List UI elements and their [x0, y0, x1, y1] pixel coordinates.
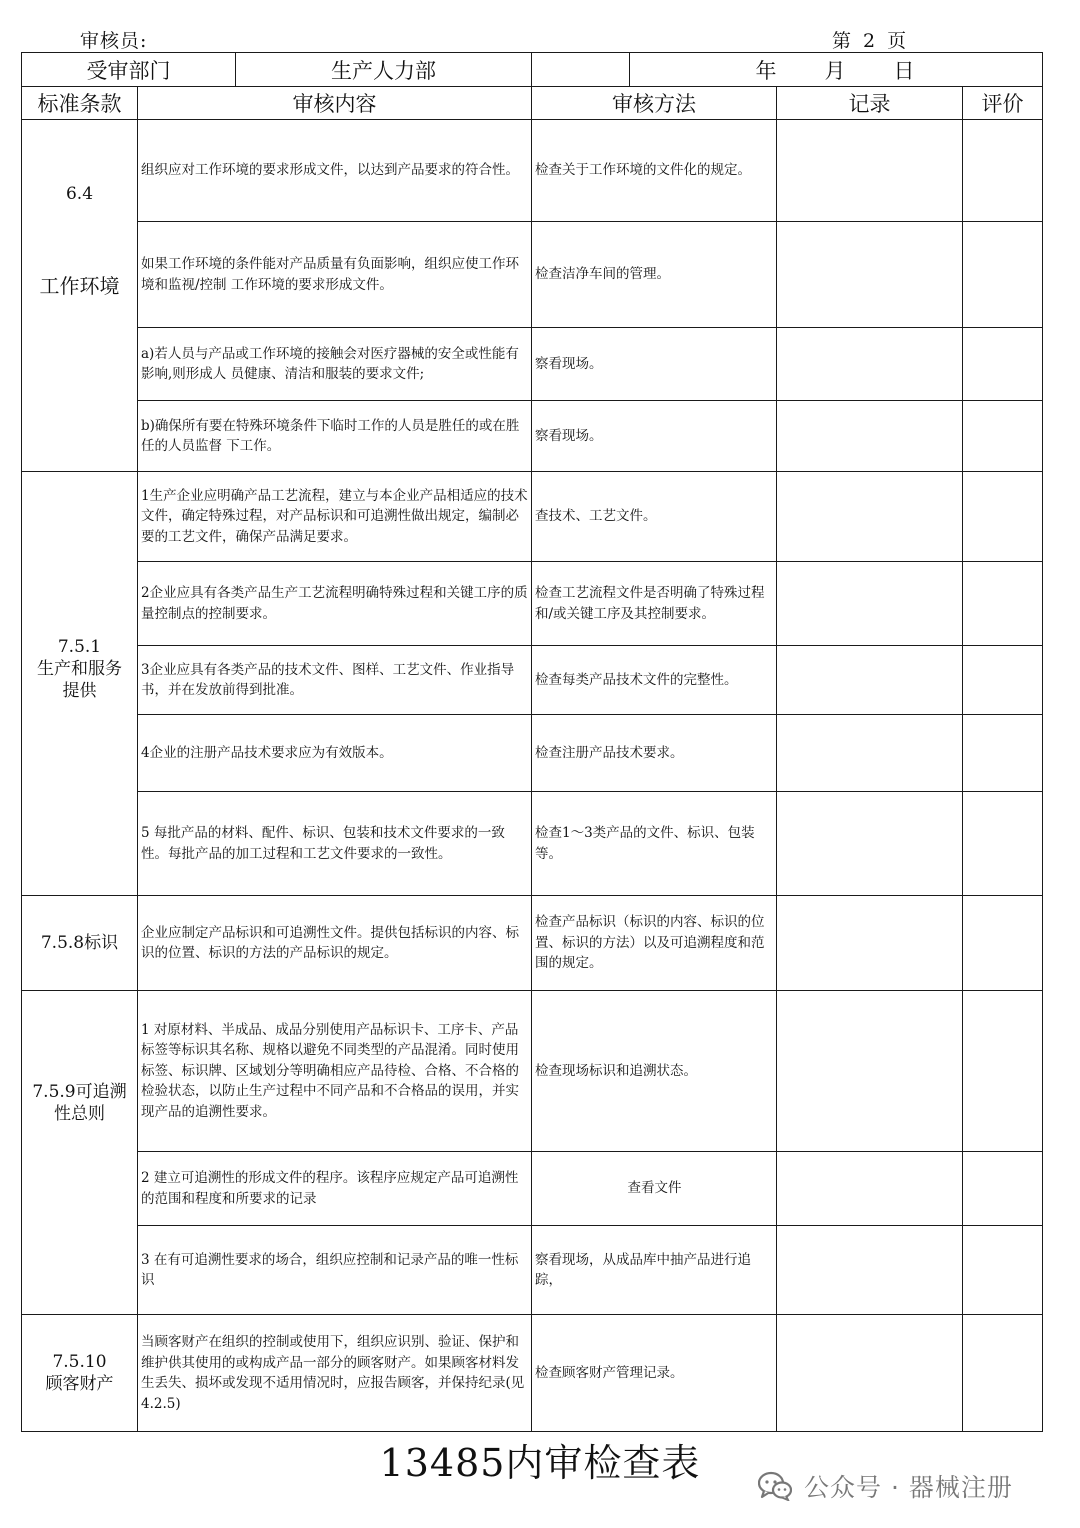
table-row — [22, 792, 1043, 896]
clause-number: 6.4 — [65, 183, 94, 204]
clause-number: 7.5.10 — [52, 1352, 107, 1372]
table-row — [22, 401, 1043, 472]
audit-content: 3 在有可追溯性要求的场合，组织应控制和记录产品的唯一性标识 — [138, 1226, 532, 1315]
evaluation-cell[interactable] — [963, 328, 1043, 401]
record-cell[interactable] — [777, 120, 963, 222]
record-cell[interactable] — [777, 328, 963, 401]
clause-cell — [22, 991, 138, 1315]
document-title: 13485内审检查表 — [379, 1441, 701, 1485]
record-cell[interactable] — [777, 222, 963, 328]
audit-content: 3企业应具有各类产品的技术文件、图样、工艺文件、作业指导书，并在发放前得到批准。 — [138, 646, 532, 715]
clause-number: 7.5.1 — [57, 636, 102, 657]
record-cell[interactable] — [777, 562, 963, 646]
dept-label: 受审部门 — [22, 53, 236, 87]
audit-content: b)确保所有要在特殊环境条件下临时工作的人员是胜任的或在胜任的人员监督 下工作。 — [138, 401, 532, 472]
evaluation-cell[interactable] — [963, 896, 1043, 991]
audit-date: 年 月 日 — [630, 53, 1043, 87]
table-row — [22, 1226, 1043, 1315]
evaluation-cell[interactable] — [963, 715, 1043, 792]
audit-method: 查看文件 — [532, 1152, 777, 1226]
audit-method: 检查关于工作环境的文件化的规定。 — [532, 120, 777, 222]
record-cell[interactable] — [777, 472, 963, 562]
dept-value: 生产人力部 — [236, 53, 532, 87]
evaluation-cell[interactable] — [963, 991, 1043, 1152]
audit-content: 4企业的注册产品技术要求应为有效版本。 — [138, 715, 532, 792]
clause-title: 顾客财产 — [45, 1374, 114, 1394]
audit-content: 企业应制定产品标识和可追溯性文件。提供包括标识的内容、标识的位置、标识的方法的产品标识的规定。 — [138, 896, 532, 991]
wechat-icon — [758, 1471, 792, 1501]
audit-method: 察看现场，从成品库中抽产品进行追踪， — [532, 1226, 777, 1315]
clause-cell — [22, 896, 138, 991]
clause-title: 工作环境 — [39, 273, 120, 298]
audit-content: 如果工作环境的条件能对产品质量有负面影响，组织应使工作环境和监视/控制 工作环境的要求形成文件。 — [138, 222, 532, 328]
evaluation-cell[interactable] — [963, 120, 1043, 222]
audit-content: 1生产企业应明确产品工艺流程，建立与本企业产品相适应的技术文件，确定特殊过程，对产品标识和可追溯性做出规定，编制必要的工艺文件，确保产品满足要求。 — [138, 472, 532, 562]
col-header-content: 审核内容 — [138, 87, 532, 120]
audit-method: 检查现场标识和追溯状态。 — [532, 991, 777, 1152]
evaluation-cell[interactable] — [963, 401, 1043, 472]
table-row — [22, 222, 1043, 328]
clause-cell — [22, 120, 138, 472]
audit-method: 检查工艺流程文件是否明确了特殊过程和/或关键工序及其控制要求。 — [532, 562, 777, 646]
record-cell[interactable] — [777, 1226, 963, 1315]
table-row — [22, 896, 1043, 991]
record-cell[interactable] — [777, 1315, 963, 1432]
audit-method: 检查每类产品技术文件的完整性。 — [532, 646, 777, 715]
audit-content: 5 每批产品的材料、配件、标识、包装和技术文件要求的一致性。每批产品的加工过程和工艺文件要求的一致性。 — [138, 792, 532, 896]
watermark — [758, 1466, 1013, 1506]
clause-title: 生产和服务 — [37, 658, 122, 679]
dept-blank-cell — [532, 53, 630, 87]
evaluation-cell[interactable] — [963, 562, 1043, 646]
audit-method: 检查顾客财产管理记录。 — [532, 1315, 777, 1432]
clause-title: 性总则 — [54, 1103, 105, 1124]
evaluation-cell[interactable] — [963, 1226, 1043, 1315]
col-header-method: 审核方法 — [532, 87, 777, 120]
audit-content: 2企业应具有各类产品生产工艺流程明确特殊过程和关键工序的质量控制点的控制要求。 — [138, 562, 532, 646]
table-row — [22, 715, 1043, 792]
audit-method: 察看现场。 — [532, 401, 777, 472]
evaluation-cell[interactable] — [963, 222, 1043, 328]
header-dept-row — [22, 53, 1043, 87]
record-cell[interactable] — [777, 792, 963, 896]
clause-number: 7.5.9可追溯 — [32, 1081, 127, 1102]
clause-cell — [22, 472, 138, 896]
audit-method: 检查注册产品技术要求。 — [532, 715, 777, 792]
auditor-label: 审核员: — [80, 30, 148, 52]
record-cell[interactable] — [777, 991, 963, 1152]
record-cell[interactable] — [777, 896, 963, 991]
audit-checklist-table — [21, 52, 1043, 1432]
evaluation-cell[interactable] — [963, 1152, 1043, 1226]
audit-method: 检查洁净车间的管理。 — [532, 222, 777, 328]
table-row — [22, 562, 1043, 646]
table-row — [22, 472, 1043, 562]
table-row — [22, 120, 1043, 222]
evaluation-cell[interactable] — [963, 792, 1043, 896]
audit-content: 当顾客财产在组织的控制或使用下，组织应识别、验证、保护和维护供其使用的或构成产品一部分的顾客财产。如果顾客材料发生丢失、损坏或发现不适用情况时，应报告顾客，并保持纪录(见 4.2.5) — [138, 1315, 532, 1432]
record-cell[interactable] — [777, 1152, 963, 1226]
evaluation-cell[interactable] — [963, 1315, 1043, 1432]
audit-content: 2 建立可追溯性的形成文件的程序。该程序应规定产品可追溯性的范围和程度和所要求的记录 — [138, 1152, 532, 1226]
audit-content: a)若人员与产品或工作环境的接触会对医疗器械的安全或性能有影响,则形成人 员健康、清洁和服装的要求文件; — [138, 328, 532, 401]
audit-method: 查技术、工艺文件。 — [532, 472, 777, 562]
evaluation-cell[interactable] — [963, 472, 1043, 562]
col-header-evaluation: 评价 — [963, 87, 1043, 120]
watermark-text: 公众号 · 器械注册 — [804, 1473, 1013, 1502]
audit-content: 1 对原材料、半成品、成品分别使用产品标识卡、工序卡、产品标签等标识其名称、规格以避免不同类型的产品混淆。同时使用标签、标识牌、区域划分等明确相应产品待检、合格、不合格的检验状态，以防止生产过程中不同产品和不合格品的误用，并实现产品的追溯性要求。 — [138, 991, 532, 1152]
audit-content: 组织应对工作环境的要求形成文件，以达到产品要求的符合性。 — [138, 120, 532, 222]
audit-method: 检查1～3类产品的文件、标识、包装等。 — [532, 792, 777, 896]
clause-cell — [22, 1315, 138, 1432]
record-cell[interactable] — [777, 401, 963, 472]
table-row — [22, 328, 1043, 401]
record-cell[interactable] — [777, 715, 963, 792]
col-header-record: 记录 — [777, 87, 963, 120]
table-row — [22, 1152, 1043, 1226]
clause-number: 7.5.8标识 — [40, 933, 119, 953]
evaluation-cell[interactable] — [963, 646, 1043, 715]
table-row — [22, 1315, 1043, 1432]
audit-method: 察看现场。 — [532, 328, 777, 401]
column-header-row — [22, 87, 1043, 120]
record-cell[interactable] — [777, 646, 963, 715]
table-row — [22, 991, 1043, 1152]
col-header-clause: 标准条款 — [22, 87, 138, 120]
audit-method: 检查产品标识（标识的内容、标识的位置、标识的方法）以及可追溯程度和范围的规定。 — [532, 896, 777, 991]
page-number: 第 2 页 — [832, 30, 910, 52]
clause-title: 提供 — [62, 680, 97, 701]
table-row — [22, 646, 1043, 715]
